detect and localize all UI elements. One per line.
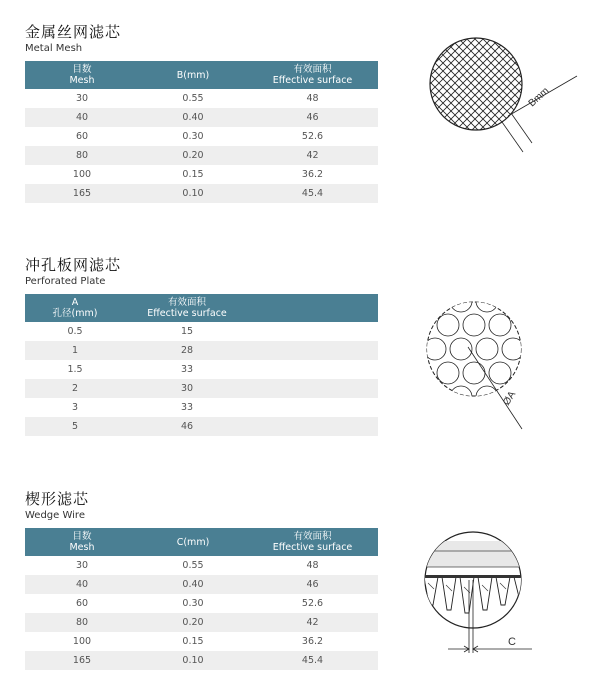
wedge-title-en: Wedge Wire bbox=[25, 510, 85, 521]
table-row: 2 30 bbox=[25, 379, 378, 398]
col-header-a: A 孔径(mm) bbox=[25, 294, 125, 322]
table-row: 60 0.30 52.6 bbox=[25, 594, 378, 613]
col-header-surface: 有效面积 Effective surface bbox=[247, 61, 378, 89]
perforated-diagram bbox=[420, 292, 590, 437]
wedge-section bbox=[25, 490, 378, 670]
table-row: 165 0.10 45.4 bbox=[25, 651, 378, 670]
perforated-table bbox=[25, 294, 378, 436]
metal-mesh-title-zh: 金属丝网滤芯 bbox=[25, 23, 122, 41]
wedge-table bbox=[25, 528, 378, 670]
metal-mesh-diagram bbox=[415, 35, 590, 165]
table-row: 3 33 bbox=[25, 398, 378, 417]
wedge-diagram bbox=[420, 525, 590, 660]
metal-mesh-table bbox=[25, 61, 378, 203]
table-row: 100 0.15 36.2 bbox=[25, 632, 378, 651]
col-header-surface: 有效面积 Effective surface bbox=[247, 528, 378, 556]
table-row: 0.5 15 bbox=[25, 322, 378, 341]
table-row: 100 0.15 36.2 bbox=[25, 165, 378, 184]
table-row: 165 0.10 45.4 bbox=[25, 184, 378, 203]
wedge-dimension-label: C bbox=[508, 636, 516, 648]
col-header-surface: 有效面积 Effective surface bbox=[125, 294, 249, 322]
table-row: 80 0.20 42 bbox=[25, 613, 378, 632]
metal-mesh-section bbox=[25, 23, 378, 203]
perforated-section bbox=[25, 256, 378, 436]
perforated-dimension-label: ØA bbox=[501, 389, 519, 408]
col-header-b: B(mm) bbox=[139, 61, 247, 89]
wedge-title-zh: 楔形滤芯 bbox=[25, 490, 90, 508]
col-header-mesh: 目数 Mesh bbox=[25, 528, 139, 556]
mesh-dimension-label: Bmm bbox=[526, 85, 552, 110]
perforated-title-en: Perforated Plate bbox=[25, 276, 106, 287]
col-header-c: C(mm) bbox=[139, 528, 247, 556]
table-row: 5 46 bbox=[25, 417, 378, 436]
table-row: 40 0.40 46 bbox=[25, 575, 378, 594]
table-row: 80 0.20 42 bbox=[25, 146, 378, 165]
metal-mesh-title-en: Metal Mesh bbox=[25, 43, 83, 54]
table-row: 1.5 33 bbox=[25, 360, 378, 379]
table-row: 1 28 bbox=[25, 341, 378, 360]
col-header-mesh: 目数 Mesh bbox=[25, 61, 139, 89]
perforated-title-zh: 冲孔板网滤芯 bbox=[25, 256, 122, 274]
table-row: 30 0.55 48 bbox=[25, 556, 378, 575]
table-row: 40 0.40 46 bbox=[25, 108, 378, 127]
table-row: 30 0.55 48 bbox=[25, 89, 378, 108]
table-row: 60 0.30 52.6 bbox=[25, 127, 378, 146]
